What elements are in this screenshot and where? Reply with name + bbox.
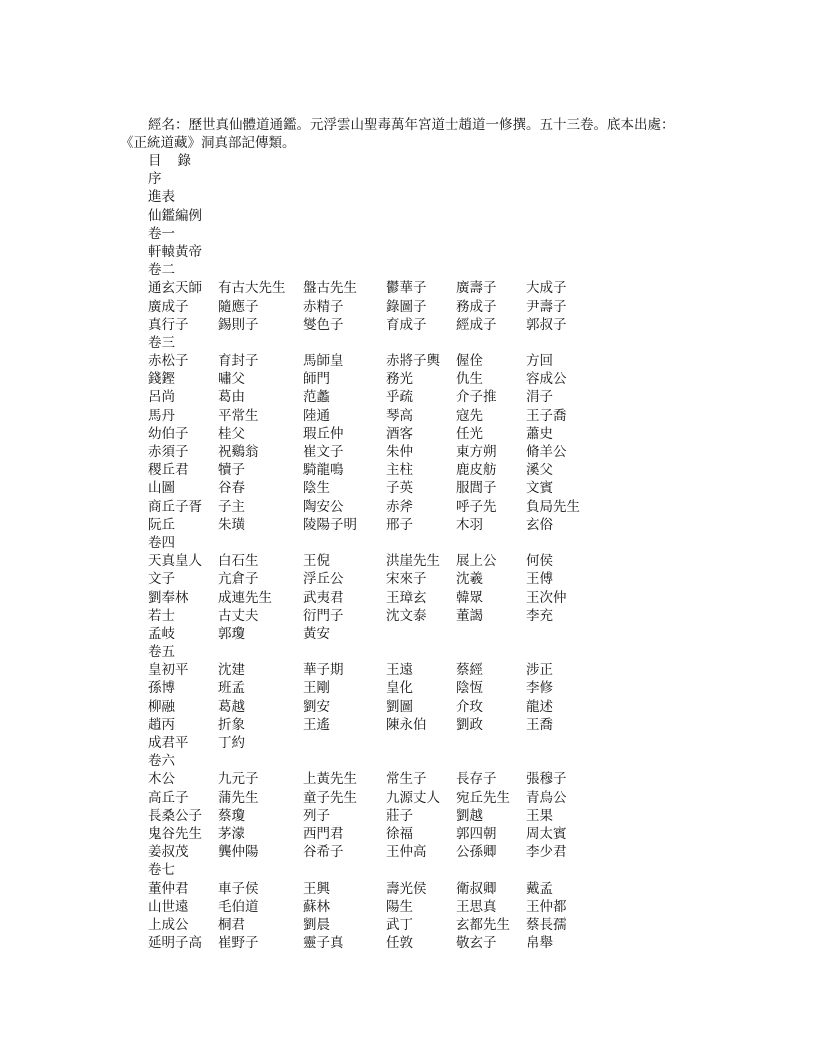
immortal-name: 皇初平 (148, 662, 189, 679)
immortal-name: 周太賓 (526, 825, 567, 842)
immortal-name: 劉圖 (386, 698, 413, 715)
immortal-name: 錫則子 (218, 316, 259, 333)
immortal-name: 仇生 (456, 371, 483, 388)
immortal-name: 陸通 (303, 407, 330, 424)
name-row (148, 570, 553, 588)
immortal-name: 介子推 (456, 389, 497, 406)
immortal-name: 王倪 (303, 553, 330, 570)
immortal-name: 鬱華子 (386, 280, 427, 297)
name-row (148, 279, 567, 297)
immortal-name: 真行子 (148, 316, 189, 333)
name-row (148, 370, 567, 388)
immortal-name: 龍述 (526, 698, 553, 715)
immortal-name: 宋來子 (386, 571, 427, 588)
immortal-name: 赤松子 (148, 353, 189, 370)
immortal-name: 軒轅黃帝 (148, 243, 202, 260)
immortal-name: 李修 (526, 680, 553, 697)
immortal-name: 董謁 (456, 607, 483, 624)
immortal-name: 文賓 (526, 480, 553, 497)
immortal-name: 王思真 (456, 898, 497, 915)
name-row (148, 916, 567, 934)
immortal-name: 乎疏 (386, 389, 413, 406)
immortal-name: 東方朔 (456, 444, 497, 460)
immortal-name: 文子 (148, 571, 175, 588)
immortal-name: 趙丙 (148, 716, 175, 733)
immortal-name: 阮丘 (148, 516, 175, 533)
immortal-name: 龔仲陽 (218, 844, 259, 861)
immortal-name: 董仲君 (148, 880, 189, 897)
immortal-name: 廣成子 (148, 298, 189, 315)
name-row (148, 770, 567, 788)
immortal-name: 茅濛 (218, 825, 245, 842)
immortal-name: 西門君 (303, 825, 344, 842)
immortal-name: 子主 (218, 498, 245, 515)
immortal-name: 涓子 (526, 389, 553, 406)
immortal-name: 徐福 (386, 825, 413, 842)
immortal-name: 劉奉林 (148, 589, 189, 606)
immortal-name: 子英 (386, 480, 413, 497)
volume-heading: 卷一 (148, 225, 175, 242)
immortal-name: 武夷君 (303, 589, 344, 606)
immortal-name: 王剛 (303, 680, 330, 697)
immortal-name: 白石生 (218, 553, 259, 570)
immortal-name: 主柱 (386, 462, 413, 479)
immortal-name: 常生子 (386, 771, 427, 788)
immortal-name: 上成公 (148, 916, 189, 933)
immortal-name: 盤古先生 (303, 280, 357, 297)
immortal-name: 服閭子 (456, 480, 497, 497)
immortal-name: 劉政 (456, 716, 483, 733)
immortal-name: 郭叔子 (526, 316, 567, 333)
immortal-name: 任敦 (386, 935, 413, 952)
immortal-name: 山世遠 (148, 898, 189, 915)
immortal-name: 武丁 (386, 916, 413, 933)
immortal-name: 王喬 (526, 716, 553, 733)
immortal-name: 有古大先生 (218, 280, 286, 297)
immortal-name: 鹿皮舫 (456, 462, 497, 479)
immortal-name: 隨應子 (218, 298, 259, 315)
immortal-name: 靈子真 (303, 935, 344, 952)
name-row (148, 716, 553, 734)
immortal-name: 王興 (303, 880, 330, 897)
immortal-name: 劉安 (303, 698, 330, 715)
immortal-name: 師門 (303, 371, 330, 388)
immortal-name: 赤須子 (148, 444, 189, 460)
name-row (148, 589, 567, 607)
name-row (148, 734, 245, 752)
immortal-name: 蕭史 (526, 425, 553, 442)
immortal-name: 陳永伯 (386, 716, 427, 733)
name-row (148, 516, 553, 534)
immortal-name: 公孫卿 (456, 844, 497, 861)
immortal-name: 朱璜 (218, 516, 245, 533)
immortal-name: 高丘子 (148, 789, 189, 806)
immortal-name: 敬玄子 (456, 935, 497, 952)
name-row (148, 679, 553, 697)
table-of-contents (148, 152, 580, 952)
toc-front-item: 仙鑑編例 (148, 207, 202, 224)
volume-heading: 卷四 (148, 534, 175, 551)
name-row (148, 352, 553, 370)
immortal-name: 方回 (526, 353, 553, 370)
immortal-name: 王遠 (386, 662, 413, 679)
immortal-name: 陵陽子明 (303, 516, 357, 533)
immortal-name: 黃安 (303, 625, 330, 642)
immortal-name: 九源丈人 (386, 789, 440, 806)
immortal-name: 邢子 (386, 516, 413, 533)
immortal-name: 桂父 (218, 425, 245, 442)
immortal-name: 天真皇人 (148, 553, 202, 570)
immortal-name: 毛伯道 (218, 898, 259, 915)
immortal-name: 延明子高 (148, 935, 202, 952)
immortal-name: 王次仲 (526, 589, 567, 606)
immortal-name: 成連先生 (218, 589, 272, 606)
immortal-name: 沈建 (218, 662, 245, 679)
immortal-name: 車子侯 (218, 880, 259, 897)
immortal-name: 列子 (303, 807, 330, 824)
immortal-name: 壽光侯 (386, 880, 427, 897)
immortal-name: 折象 (218, 716, 245, 733)
name-row (148, 316, 567, 334)
name-row (148, 625, 330, 643)
volume-heading: 卷二 (148, 262, 175, 279)
immortal-name: 通玄天師 (148, 280, 202, 297)
name-row (148, 388, 553, 406)
scripture-source-line: 《正統道藏》洞真部記傳類。 (120, 135, 296, 151)
immortal-name: 馬師皇 (303, 353, 344, 370)
name-row (148, 607, 553, 625)
immortal-name: 玄俗 (526, 516, 553, 533)
immortal-name: 務成子 (456, 298, 497, 315)
immortal-name: 王傅 (526, 571, 553, 588)
immortal-name: 桐君 (218, 916, 245, 933)
immortal-name: 寇先 (456, 407, 483, 424)
immortal-name: 介玫 (456, 698, 483, 715)
immortal-name: 溪父 (526, 462, 553, 479)
immortal-name: 崔野子 (218, 935, 259, 952)
immortal-name: 長存子 (456, 771, 497, 788)
immortal-name: 王仲高 (386, 844, 427, 861)
name-row (148, 843, 567, 861)
immortal-name: 尹壽子 (526, 298, 567, 315)
toc-front-item: 進表 (148, 189, 175, 206)
immortal-name: 務光 (386, 371, 413, 388)
name-row (148, 407, 567, 425)
immortal-name: 青烏公 (526, 789, 567, 806)
immortal-name: 稷丘君 (148, 462, 189, 479)
immortal-name: 蘇林 (303, 898, 330, 915)
immortal-name: 陰生 (303, 480, 330, 497)
immortal-name: 姜叔茂 (148, 844, 189, 861)
name-row (148, 461, 553, 479)
name-row (148, 425, 553, 443)
immortal-name: 葛由 (218, 389, 245, 406)
immortal-name: 何侯 (526, 553, 553, 570)
immortal-name: 戴孟 (526, 880, 553, 897)
immortal-name: 任光 (456, 425, 483, 442)
immortal-name: 若士 (148, 607, 175, 624)
immortal-name: 李充 (526, 607, 553, 624)
immortal-name: 赤將子輿 (386, 353, 440, 370)
toc-front-item: 序 (148, 171, 162, 188)
immortal-name: 嘯父 (218, 371, 245, 388)
immortal-name: 谷春 (218, 480, 245, 497)
immortal-name: 沈羲 (456, 571, 483, 588)
immortal-name: 成君平 (148, 735, 189, 751)
immortal-name: 陰恆 (456, 680, 483, 697)
immortal-name: 韓眾 (456, 589, 483, 606)
immortal-name: 孟岐 (148, 625, 175, 642)
immortal-name: 王仲都 (526, 898, 567, 915)
immortal-name: 呼子先 (456, 498, 497, 515)
immortal-name: 涉正 (526, 662, 553, 679)
immortal-name: 育封子 (218, 353, 259, 370)
immortal-name: 皇化 (386, 680, 413, 697)
immortal-name: 平常生 (218, 407, 259, 424)
name-row (148, 661, 553, 679)
immortal-name: 蔡長孺 (526, 916, 567, 933)
immortal-name: 孫博 (148, 680, 175, 697)
immortal-name: 玄都先生 (456, 916, 510, 933)
immortal-name: 蔡瓊 (218, 807, 245, 824)
immortal-name: 衍門子 (303, 607, 344, 624)
immortal-name: 丁約 (218, 735, 245, 751)
immortal-name: 九元子 (218, 771, 259, 788)
immortal-name: 王子喬 (526, 407, 567, 424)
immortal-name: 浮丘公 (303, 571, 344, 588)
immortal-name: 鬼谷先生 (148, 825, 202, 842)
name-row (148, 498, 580, 516)
immortal-name: 琴高 (386, 407, 413, 424)
immortal-name: 帛舉 (526, 935, 553, 952)
immortal-name: 王遙 (303, 716, 330, 733)
immortal-name: 祝鷄翁 (218, 444, 259, 460)
immortal-name: 葛越 (218, 698, 245, 715)
immortal-name: 谷希子 (303, 844, 344, 861)
immortal-name: 衛叔卿 (456, 880, 497, 897)
immortal-name: 赤斧 (386, 498, 413, 515)
immortal-name: 育成子 (386, 316, 427, 333)
immortal-name: 劉越 (456, 807, 483, 824)
immortal-name: 宛丘先生 (456, 789, 510, 806)
name-row (148, 443, 567, 461)
immortal-name: 經成子 (456, 316, 497, 333)
immortal-name: 脩羊公 (526, 444, 567, 460)
name-row (148, 298, 567, 316)
immortal-name: 赤精子 (303, 298, 344, 315)
immortal-name: 馬丹 (148, 407, 175, 424)
immortal-name: 郭瓊 (218, 625, 245, 642)
immortal-name: 華子期 (303, 662, 344, 679)
volume-heading: 卷三 (148, 334, 175, 351)
immortal-name: 錄圖子 (386, 298, 427, 315)
name-row (148, 898, 567, 916)
immortal-name: 莊子 (386, 807, 413, 824)
immortal-name: 陶安公 (303, 498, 344, 515)
volume-heading: 卷五 (148, 644, 175, 661)
immortal-name: 呂尚 (148, 389, 175, 406)
immortal-name: 大成子 (526, 280, 567, 297)
immortal-name: 劉晨 (303, 916, 330, 933)
immortal-name: 木羽 (456, 516, 483, 533)
immortal-name: 蒲先生 (218, 789, 259, 806)
immortal-name: 亢倉子 (218, 571, 259, 588)
immortal-name: 騎龍鳴 (303, 462, 344, 479)
immortal-name: 陽生 (386, 898, 413, 915)
immortal-name: 班孟 (218, 680, 245, 697)
immortal-name: 童子先生 (303, 789, 357, 806)
immortal-name: 商丘子胥 (148, 498, 202, 515)
immortal-name: 蔡經 (456, 662, 483, 679)
toc-title: 目錄 (148, 153, 207, 169)
immortal-name: 上黃先生 (303, 771, 357, 788)
name-row (148, 479, 553, 497)
immortal-name: 山圖 (148, 480, 175, 497)
name-row (148, 698, 553, 716)
immortal-name: 王果 (526, 807, 553, 824)
name-row (148, 825, 567, 843)
immortal-name: 李少君 (526, 844, 567, 861)
name-row (148, 807, 553, 825)
volume-heading: 卷六 (148, 753, 175, 770)
scripture-name-line: 經名：歷世真仙體道通鑑。元浮雲山聖毒萬年宮道士趙道一修撰。五十三卷。底本出處： (148, 117, 675, 133)
immortal-name: 古丈夫 (218, 607, 259, 624)
immortal-name: 沈文泰 (386, 607, 427, 624)
name-row (148, 789, 567, 807)
immortal-name: 燮色子 (303, 316, 344, 333)
immortal-name: 偓佺 (456, 353, 483, 370)
immortal-name: 崔文子 (303, 444, 344, 460)
immortal-name: 郭四朝 (456, 825, 497, 842)
immortal-name: 展上公 (456, 553, 497, 570)
name-row (148, 934, 553, 952)
scripture-info (120, 116, 710, 152)
immortal-name: 酒客 (386, 425, 413, 442)
immortal-name: 張穆子 (526, 771, 567, 788)
volume-heading: 卷七 (148, 862, 175, 879)
name-row (148, 880, 553, 898)
immortal-name: 王璋玄 (386, 589, 427, 606)
immortal-name: 長桑公子 (148, 807, 202, 824)
immortal-name: 范蠡 (303, 389, 330, 406)
immortal-name: 犢子 (218, 462, 245, 479)
immortal-name: 洪崖先生 (386, 553, 440, 570)
immortal-name: 瑕丘仲 (303, 425, 344, 442)
name-row (148, 243, 207, 261)
immortal-name: 容成公 (526, 371, 567, 388)
immortal-name: 柳融 (148, 698, 175, 715)
immortal-name: 幼伯子 (148, 425, 189, 442)
immortal-name: 廣壽子 (456, 280, 497, 297)
immortal-name: 朱仲 (386, 444, 413, 460)
immortal-name: 負局先生 (526, 498, 580, 515)
name-row (148, 552, 553, 570)
immortal-name: 木公 (148, 771, 175, 788)
immortal-name: 錢鏗 (148, 371, 175, 388)
